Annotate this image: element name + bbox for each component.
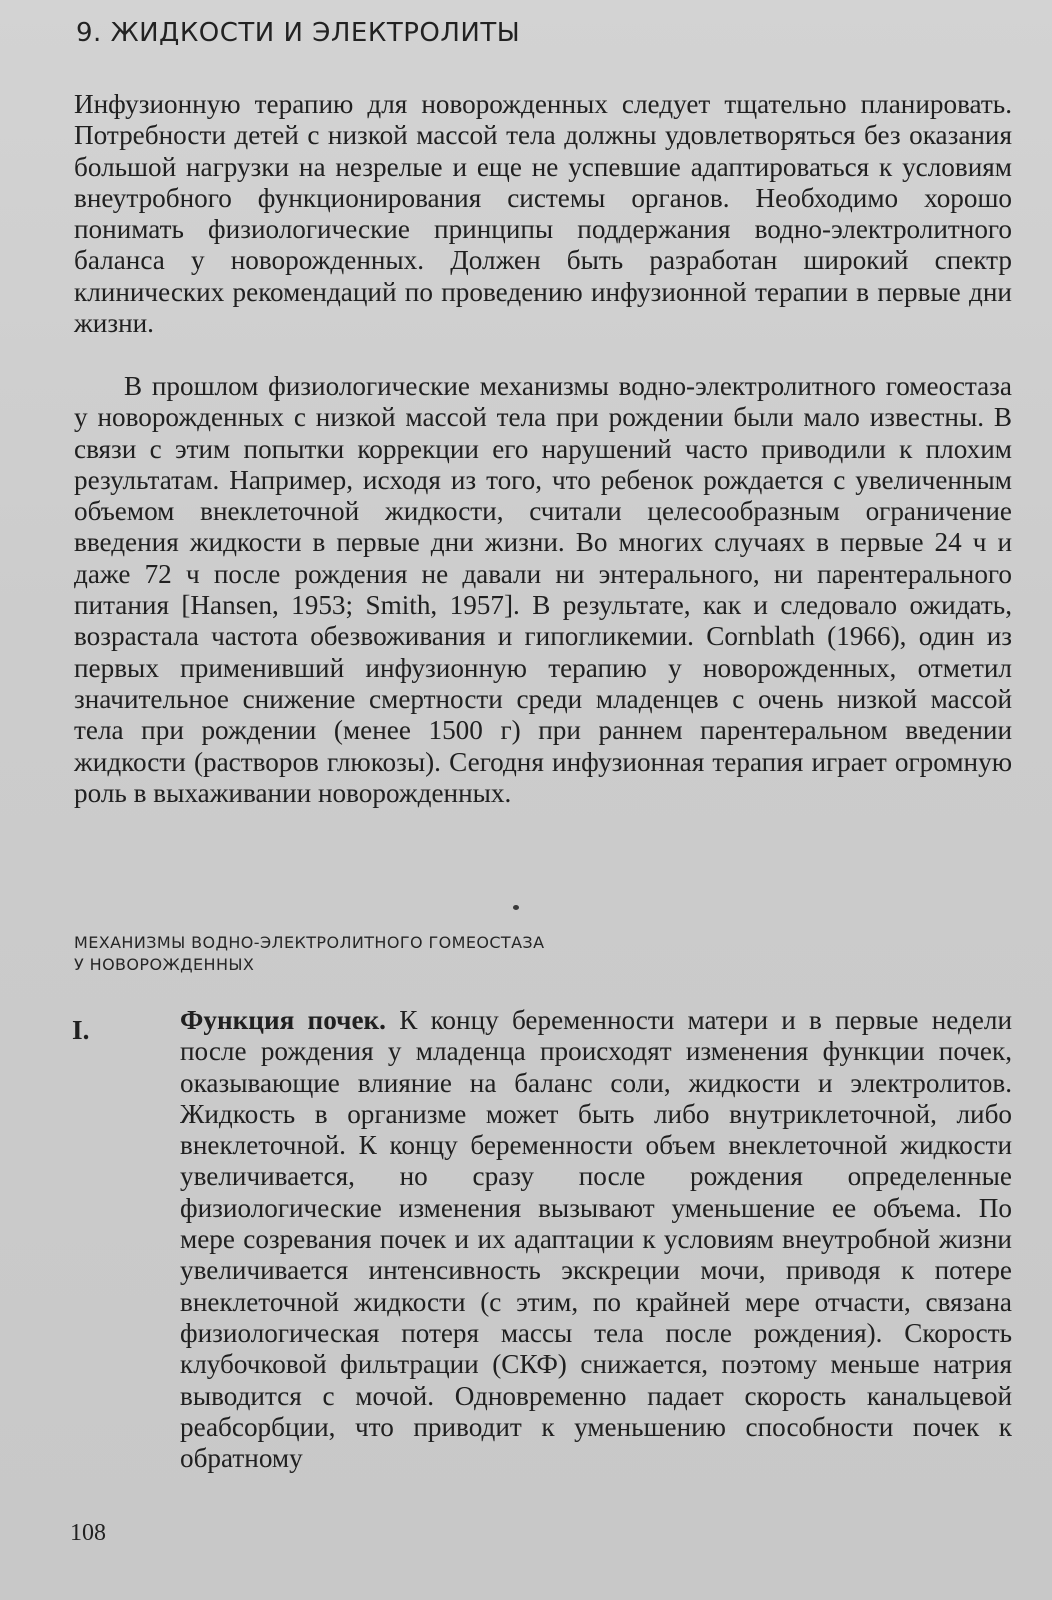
section-heading-line-1: МЕХАНИЗМЫ ВОДНО-ЭЛЕКТРОЛИТНОГО ГОМЕОСТАЗА	[74, 933, 545, 952]
item-text: К концу беременности матери и в первые недели после рождения у младенца происходят изменения функции почек, оказывающие влияние на баланс соли, жидкости и электролитов. Жидкость в организме может быть либо внутриклеточной, либо внеклеточной. К концу беременности объем внеклеточной жидкости увеличивается, но сразу после рождения определенные физиологические изменения вызывают уменьшение ее объема. По мере созревания почек и их адаптации к условиям внеутробной жизни увеличивается интенсивность экскреции мочи, приводя к потере внеклеточной жидкости (с этим, по крайней мере отчасти, связана физиологическая потеря массы тела после рождения). Скорость клубочковой фильтрации (СКФ) снижается, поэтому меньше натрия выводится с мочой. Одновременно падает скорость канальцевой реабсорбции, что приводит к уменьшению способности почек к обратному	[180, 1005, 1013, 1474]
section-heading	[74, 932, 774, 976]
chapter-title: 9. ЖИДКОСТИ И ЭЛЕКТРОЛИТЫ	[76, 18, 521, 48]
section-heading-line-2: У НОВОРОЖДЕННЫХ	[74, 955, 255, 974]
item-title: Функция почек.	[180, 1005, 386, 1035]
history-paragraph: В прошлом физиологические механизмы водно-электролитного гомеостаза у новорожденных с низкой массой тела при рождении были мало известны. В связи с этим попытки коррекции его нарушений часто приводили к плохим результатам. Например, исходя из того, что ребенок рождается с увеличенным объемом внеклеточной жидкости, считали целесообразным ограничение введения жидкости в первые дни жизни. Во многих случаях в первые 24 ч и даже 72 ч после рождения не давали ни энтерального, ни парентерального питания [Hansen, 1953; Smith, 1957]. В результате, как и следовало ожидать, возрастала частота обезвоживания и гипогликемии. Cornblath (1966), один из первых применивший инфузионную терапию у новорожденных, отметил значительное снижение смертности среди младенцев с очень низкой массой тела при рождении (менее 1500 г) при раннем парентеральном введении жидкости (растворов глюкозы). Сегодня инфузионная терапия играет огромную роль в выхаживании новорожденных.	[74, 371, 1012, 808]
print-speck	[513, 905, 519, 910]
item-number: I.	[72, 1015, 90, 1045]
page-number: 108	[70, 1520, 106, 1546]
intro-paragraph: Инфузионную терапию для новорожденных следует тщательно планировать. Потребности детей с низкой массой тела должны удовлетворяться без оказания большой нагрузки на незрелые и еще не успевшие адаптироваться к условиям внеутробного функционирования системы органов. Необходимо хорошо понимать физиологические принципы поддержания водно-электролитного баланса у новорожденных. Должен быть разработан широкий спектр клинических рекомендаций по проведению инфузионной терапии в первые дни жизни.	[74, 89, 1012, 339]
item-body	[180, 1005, 1012, 1474]
